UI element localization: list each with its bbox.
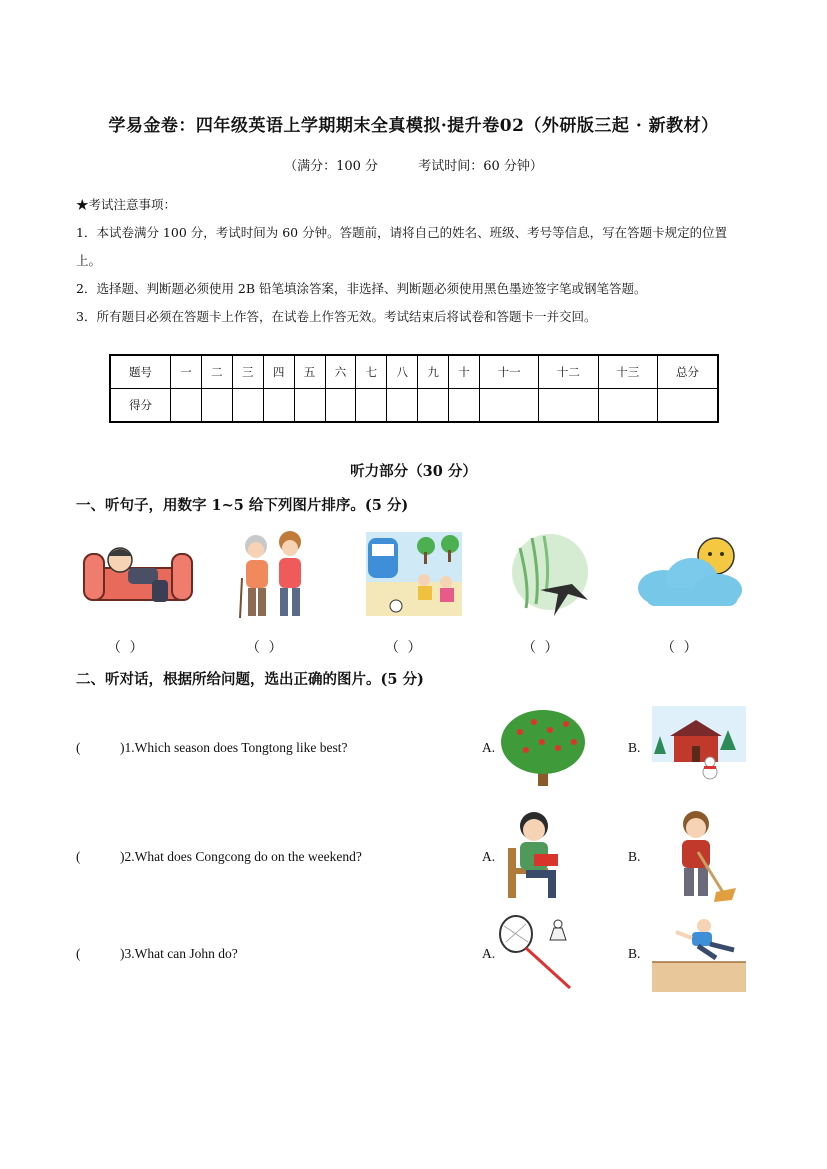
table-cell: 十一 xyxy=(479,355,538,389)
option-b-label[interactable]: B. xyxy=(628,849,641,864)
score-cell[interactable] xyxy=(201,389,232,423)
question-bracket[interactable]: ( xyxy=(76,849,81,864)
part1-title: 一、听句子，用数字 1~5 给下列图片排序。(5 分) xyxy=(76,497,409,514)
question-bracket[interactable]: ( xyxy=(76,946,81,961)
table-score-row xyxy=(110,389,718,423)
score-cell[interactable] xyxy=(598,389,657,423)
willow-swallow-picture xyxy=(510,528,592,620)
score-cell[interactable] xyxy=(657,389,718,423)
notes-heading: ★考试注意事项： xyxy=(76,197,177,212)
grandma-helper-picture xyxy=(236,528,316,620)
option-b-label[interactable]: B. xyxy=(628,946,641,961)
boy-sweeping-picture[interactable] xyxy=(668,808,738,904)
score-cell[interactable] xyxy=(449,389,480,423)
badminton-racket-picture[interactable] xyxy=(496,914,578,994)
table-cell: 六 xyxy=(325,355,356,389)
score-cell[interactable] xyxy=(539,389,598,423)
score-table xyxy=(109,354,719,423)
question-3-text: )3.What can John do? xyxy=(120,946,238,961)
apple-tree-picture[interactable] xyxy=(498,702,588,792)
table-cell: 一 xyxy=(171,355,202,389)
part2-title: 二、听对话，根据所给问题，选出正确的图片。(5 分) xyxy=(76,671,424,688)
exam-time: 考试时间：60 分钟） xyxy=(418,159,543,174)
score-cell[interactable] xyxy=(263,389,294,423)
note-item: 2．选择题、判断题必须使用 2B 铅笔填涂答案，非选择、判断题必须使用黑色墨迹签字笔或钢笔答题。 xyxy=(76,281,647,296)
exam-info xyxy=(0,155,827,174)
listening-title: 听力部分（30 分） xyxy=(350,463,477,480)
full-score: （满分：100 分 xyxy=(284,159,379,174)
table-cell: 十 xyxy=(449,355,480,389)
score-cell[interactable] xyxy=(232,389,263,423)
table-cell: 八 xyxy=(387,355,418,389)
answer-blank[interactable]: （ ） xyxy=(522,640,561,656)
option-a-label[interactable]: A. xyxy=(482,946,496,961)
option-a-label[interactable]: A. xyxy=(482,740,496,755)
option-b-label[interactable]: B. xyxy=(628,740,641,755)
score-cell[interactable] xyxy=(479,389,538,423)
table-cell: 四 xyxy=(263,355,294,389)
question-2-text: )2.What does Congcong do on the weekend? xyxy=(120,849,362,864)
table-cell: 得分 xyxy=(110,389,171,423)
table-cell: 三 xyxy=(232,355,263,389)
score-cell[interactable] xyxy=(387,389,418,423)
table-header-row xyxy=(110,355,718,389)
score-cell[interactable] xyxy=(325,389,356,423)
table-cell: 二 xyxy=(201,355,232,389)
sofa-picture xyxy=(82,532,194,612)
exam-notes xyxy=(76,191,748,331)
score-cell[interactable] xyxy=(356,389,387,423)
answer-blank[interactable]: （ ） xyxy=(661,640,700,656)
score-cell[interactable] xyxy=(171,389,202,423)
question-bracket[interactable]: ( xyxy=(76,740,81,755)
table-cell: 十三 xyxy=(598,355,657,389)
children-playing-picture xyxy=(366,532,462,616)
option-a-label[interactable]: A. xyxy=(482,849,496,864)
answer-blank[interactable]: （ ） xyxy=(385,640,424,656)
table-cell: 九 xyxy=(418,355,449,389)
table-cell: 总分 xyxy=(657,355,718,389)
score-cell[interactable] xyxy=(294,389,325,423)
table-cell: 题号 xyxy=(110,355,171,389)
page-title: 学易金卷：四年级英语上学期期末全真模拟·提升卷02（外研版三起 · 新教材） xyxy=(108,116,719,136)
table-cell: 七 xyxy=(356,355,387,389)
sun-cloud-picture xyxy=(634,532,744,616)
long-jump-picture[interactable] xyxy=(652,914,746,992)
table-cell: 十二 xyxy=(539,355,598,389)
boy-reading-picture[interactable] xyxy=(504,808,570,904)
answer-blank[interactable]: （ ） xyxy=(246,640,285,656)
question-1-text: )1.Which season does Tongtong like best? xyxy=(120,740,348,755)
table-cell: 五 xyxy=(294,355,325,389)
winter-house-picture[interactable] xyxy=(652,706,746,792)
score-cell[interactable] xyxy=(418,389,449,423)
answer-blank[interactable]: （ ） xyxy=(107,640,146,656)
note-item: 1．本试卷满分 100 分，考试时间为 60 分钟。答题前，请将自己的姓名、班级、考号等信息，写在答题卡规定的位置上。 xyxy=(76,225,728,268)
note-item: 3．所有题目必须在答题卡上作答，在试卷上作答无效。考试结束后将试卷和答题卡一并交回。 xyxy=(76,309,597,324)
